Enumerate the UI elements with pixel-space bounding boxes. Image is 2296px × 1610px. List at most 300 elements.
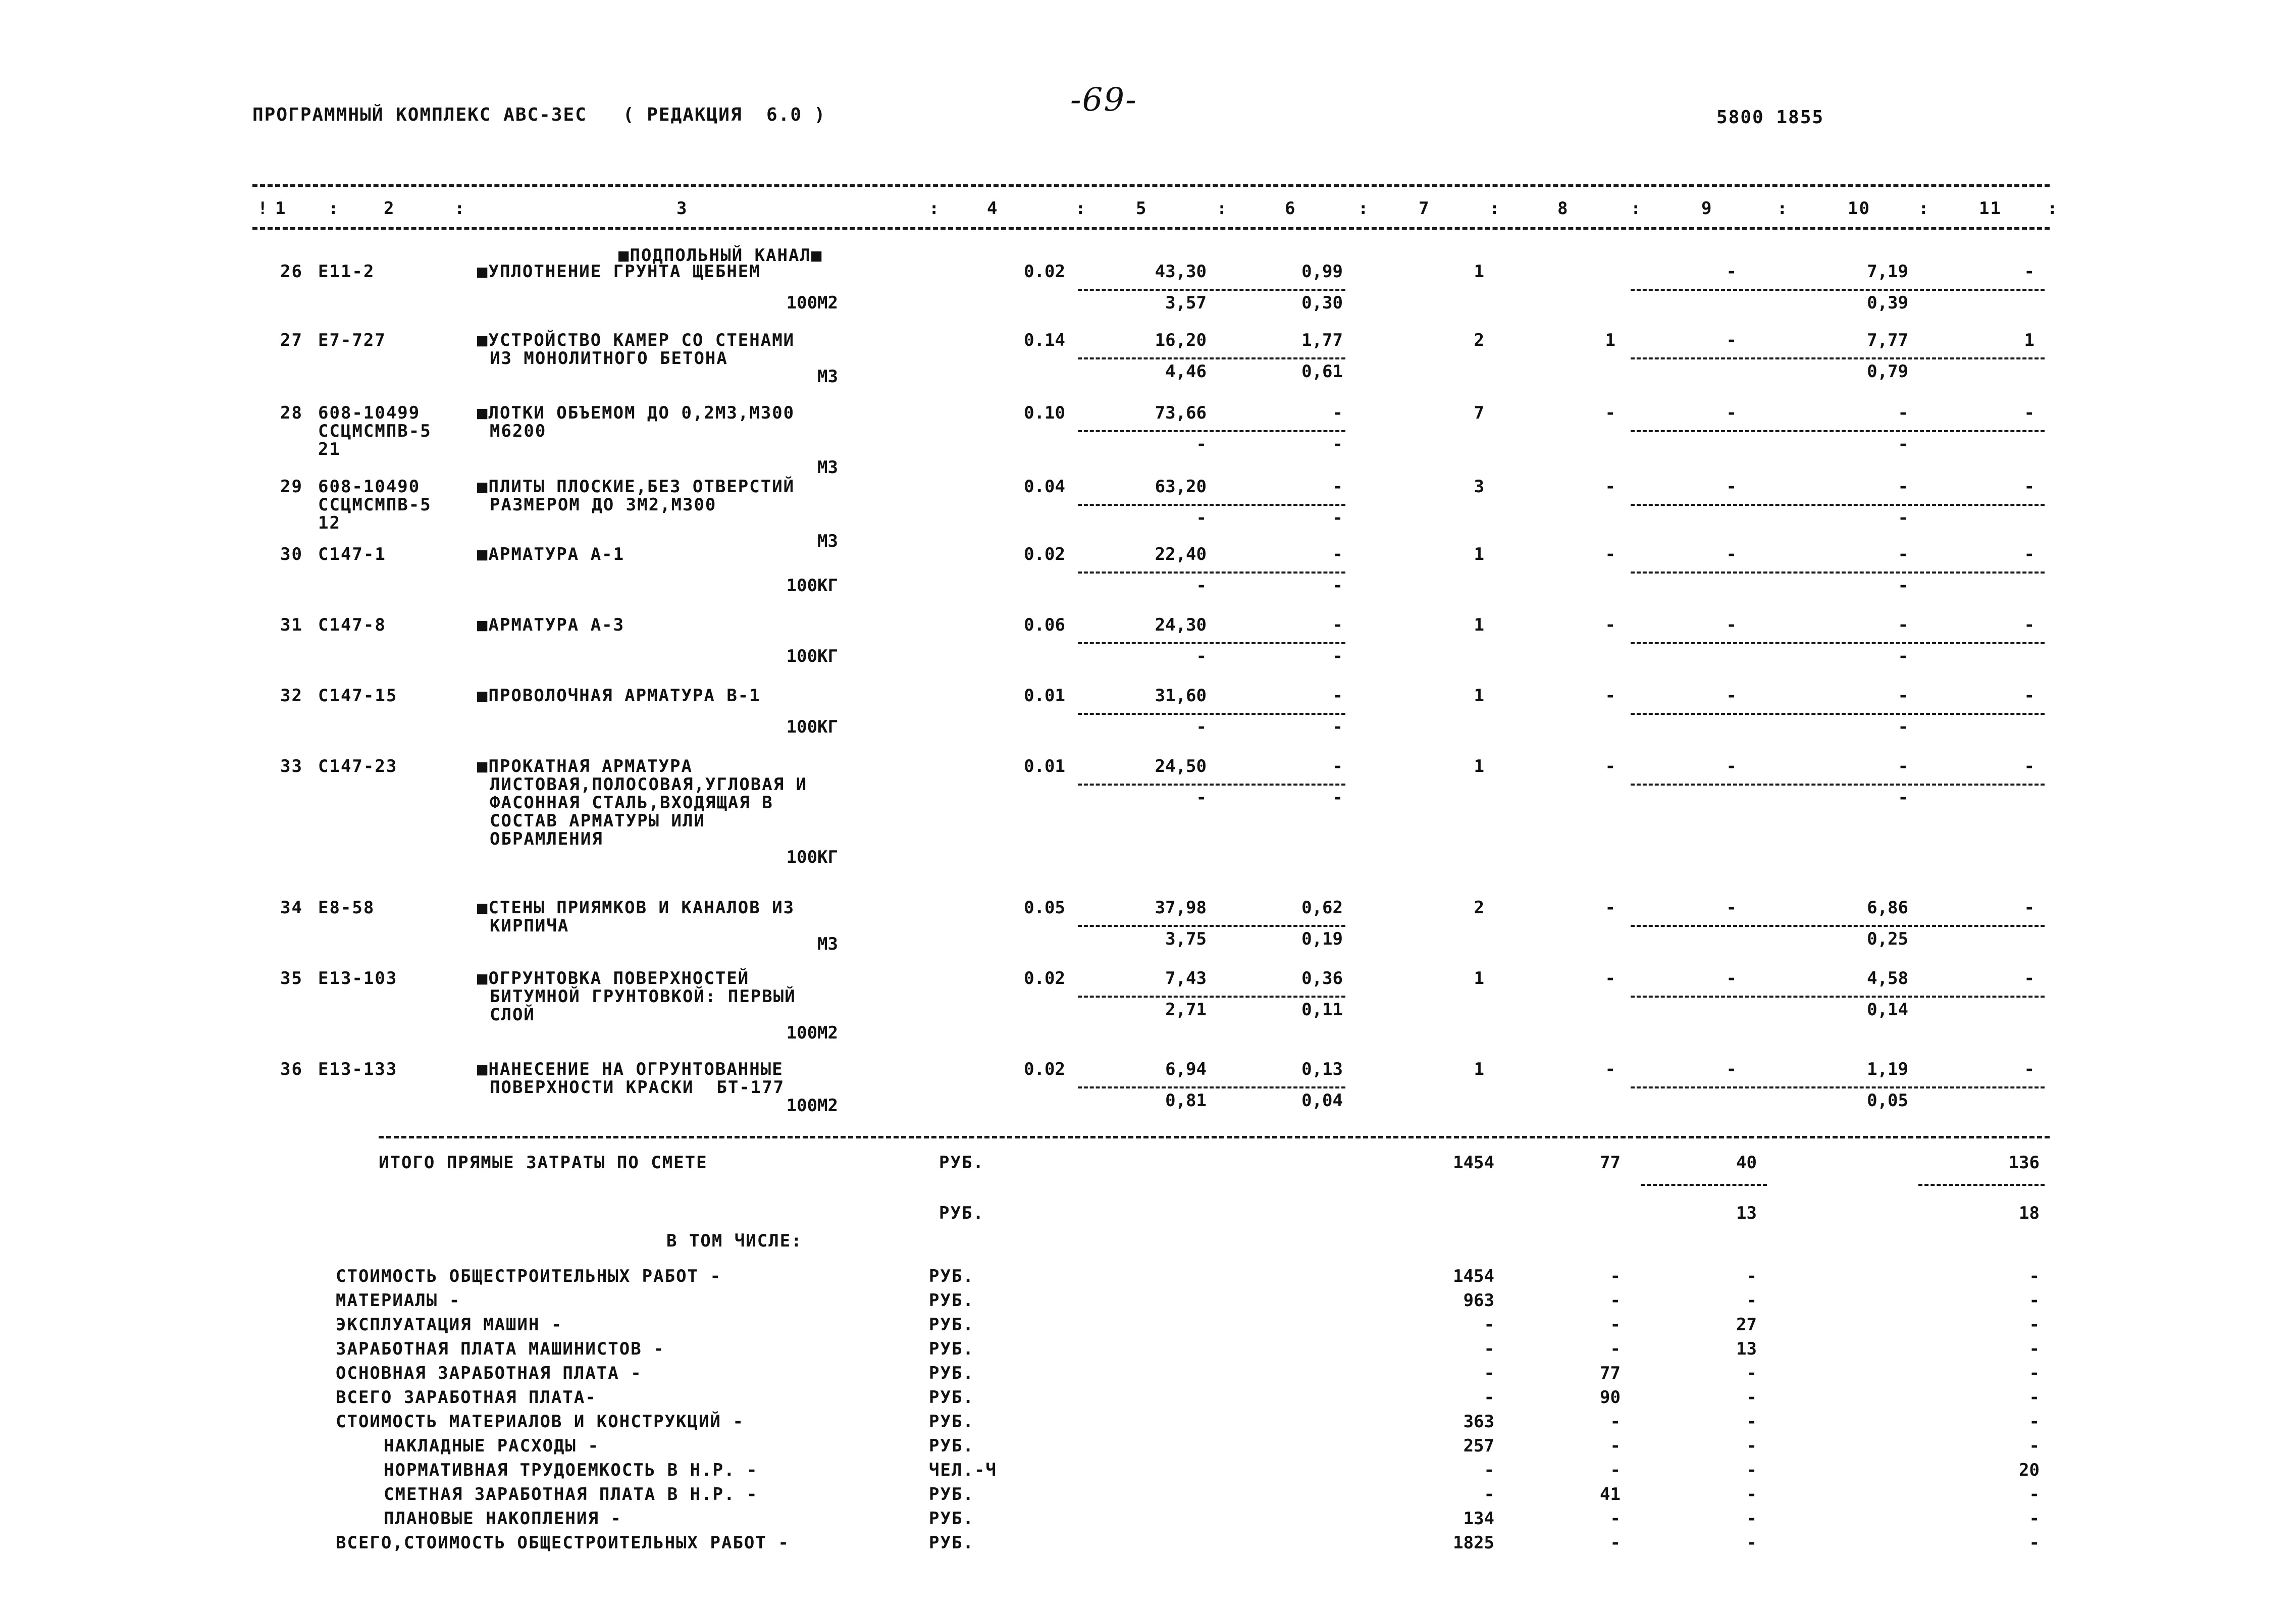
row-col6-sub: - [1332, 434, 1343, 454]
row-description-line: ■АРМАТУРА А-3 [477, 615, 625, 635]
row-col6: - [1332, 615, 1343, 635]
row-col10: - [1898, 756, 1908, 776]
column-header-8: 8 [1557, 198, 1569, 219]
summary-col9: - [1746, 1460, 1757, 1480]
row-number: 33 [280, 756, 303, 776]
totals-col9a: 40 [1736, 1153, 1757, 1173]
summary-col7: - [1484, 1339, 1494, 1359]
totals-col8: 77 [1600, 1153, 1621, 1173]
row-subrule [1078, 1086, 1345, 1088]
summary-col7: 1454 [1453, 1266, 1494, 1286]
row-col5-sub: 3,57 [1165, 293, 1207, 313]
section-title: ■ПОДПОЛЬНЫЙ КАНАЛ■ [618, 245, 823, 266]
row-col9: - [1726, 615, 1737, 635]
row-unit: 100М2 [786, 1096, 838, 1116]
row-col10-sub: 0,39 [1867, 293, 1908, 313]
column-header-7: 7 [1419, 198, 1430, 219]
row-description-line: ИЗ МОНОЛИТНОГО БЕТОНА [490, 348, 728, 369]
column-header-1: 1 [275, 198, 287, 219]
summary-col8: - [1610, 1436, 1621, 1456]
row-col6: 1,77 [1301, 330, 1343, 350]
row-code: 608-10490 [318, 477, 421, 497]
summary-col8: - [1610, 1290, 1621, 1311]
row-col10: - [1898, 477, 1908, 497]
row-subrule [1078, 572, 1345, 574]
row-col10: - [1898, 686, 1908, 706]
row-col8: 1 [1605, 330, 1615, 350]
row-subrule-right [1631, 289, 2045, 291]
row-col5-sub: 0,81 [1165, 1090, 1207, 1111]
row-col11: - [2024, 403, 2034, 423]
row-col10: - [1898, 403, 1908, 423]
row-col9: - [1726, 968, 1737, 989]
row-col8: - [1605, 756, 1615, 776]
row-col9: - [1726, 544, 1737, 564]
row-code: Е11-2 [318, 262, 375, 282]
summary-label: ЗАРАБОТНАЯ ПЛАТА МАШИНИСТОВ - [336, 1339, 665, 1359]
row-col6: 0,36 [1301, 968, 1343, 989]
column-separator: : [1489, 198, 1501, 219]
summary-col8: 77 [1600, 1363, 1621, 1383]
row-unit: 100М2 [786, 1023, 838, 1043]
row-col6: 0,13 [1301, 1059, 1343, 1079]
summary-col7: 363 [1463, 1412, 1494, 1432]
summary-unit: РУБ. [929, 1509, 974, 1529]
row-col5: 24,50 [1155, 756, 1207, 776]
row-subrule [1078, 504, 1345, 506]
row-code: С147-1 [318, 544, 386, 564]
summary-col11: - [2029, 1436, 2040, 1456]
row-col9: - [1726, 330, 1737, 350]
summary-col7: - [1484, 1363, 1494, 1383]
row-col10-sub: - [1898, 576, 1908, 596]
row-col6-sub: - [1332, 717, 1343, 737]
row-col5-sub: 4,46 [1165, 361, 1207, 382]
row-col10: 4,58 [1867, 968, 1908, 989]
row-subrule-right [1631, 504, 2045, 506]
row-col11: - [2024, 1059, 2034, 1079]
row-col5-sub: 2,71 [1165, 1000, 1207, 1020]
row-description-line: М6200 [490, 421, 547, 441]
row-col5: 37,98 [1155, 898, 1207, 918]
row-number: 31 [280, 615, 303, 635]
column-separator: : [328, 198, 340, 219]
row-col6-sub: - [1332, 576, 1343, 596]
summary-col7: 963 [1463, 1290, 1494, 1311]
row-col11: - [2024, 615, 2034, 635]
row-col6-sub: 0,19 [1301, 929, 1343, 949]
row-unit: 100М2 [786, 293, 838, 313]
summary-col11: - [2029, 1315, 2040, 1335]
totals-unit-1: РУБ. [939, 1153, 984, 1173]
row-code: С147-15 [318, 686, 398, 706]
column-separator: : [2047, 198, 2059, 219]
row-col11: - [2024, 968, 2034, 989]
row-col6-sub: - [1332, 508, 1343, 528]
row-subrule-right [1631, 430, 2045, 432]
row-subrule [1078, 289, 1345, 291]
header-top-rule [252, 184, 2050, 187]
summary-col11: - [2029, 1266, 2040, 1286]
row-col10-sub: - [1898, 717, 1908, 737]
row-col7: 3 [1474, 477, 1484, 497]
summary-unit: РУБ. [929, 1533, 974, 1553]
summary-unit: РУБ. [929, 1436, 974, 1456]
row-description-line: ■ПЛИТЫ ПЛОСКИЕ,БЕЗ ОТВЕРСТИЙ [477, 477, 795, 497]
row-subrule [1078, 357, 1345, 359]
summary-unit: РУБ. [929, 1339, 974, 1359]
row-col7: 1 [1474, 1059, 1484, 1079]
row-col5-sub: - [1196, 717, 1207, 737]
summary-label: СТОИМОСТЬ МАТЕРИАЛОВ И КОНСТРУКЦИЙ - [336, 1412, 744, 1432]
row-subrule-right [1631, 996, 2045, 998]
row-col7: 1 [1474, 968, 1484, 989]
row-col11: - [2024, 756, 2034, 776]
column-header-9: 9 [1701, 198, 1713, 219]
row-col10-sub: 0,25 [1867, 929, 1908, 949]
row-col10-sub: 0,79 [1867, 361, 1908, 382]
row-col6: - [1332, 477, 1343, 497]
row-col9: - [1726, 898, 1737, 918]
row-description-line: ■ПРОКАТНАЯ АРМАТУРА [477, 756, 693, 776]
row-col6-sub: 0,11 [1301, 1000, 1343, 1020]
row-number: 36 [280, 1059, 303, 1079]
summary-col8: - [1610, 1460, 1621, 1480]
row-col5: 22,40 [1155, 544, 1207, 564]
row-subrule [1078, 430, 1345, 432]
row-code-line3: 12 [318, 513, 341, 533]
totals-col11-rule [1918, 1184, 2045, 1186]
summary-col9: - [1746, 1387, 1757, 1408]
summary-col8: 41 [1600, 1484, 1621, 1504]
row-col9: - [1726, 262, 1737, 282]
row-col5: 31,60 [1155, 686, 1207, 706]
row-subrule-right [1631, 925, 2045, 927]
row-number: 34 [280, 898, 303, 918]
row-number: 27 [280, 330, 303, 350]
summary-col11: - [2029, 1484, 2040, 1504]
totals-top-rule [379, 1136, 2050, 1138]
summary-label: НАКЛАДНЫЕ РАСХОДЫ - [384, 1436, 599, 1456]
row-col4: 0.05 [1024, 898, 1065, 918]
row-col5: 63,20 [1155, 477, 1207, 497]
column-header-6: 6 [1285, 198, 1296, 219]
row-col5: 43,30 [1155, 262, 1207, 282]
row-subrule-right [1631, 572, 2045, 574]
totals-col7: 1454 [1453, 1153, 1494, 1173]
row-col6-sub: 0,61 [1301, 361, 1343, 382]
row-unit: М3 [817, 367, 838, 387]
row-col10-sub: 0,14 [1867, 1000, 1908, 1020]
totals-label: ИТОГО ПРЯМЫЕ ЗАТРАТЫ ПО СМЕТЕ [379, 1153, 708, 1173]
row-code: Е7-727 [318, 330, 386, 350]
summary-label: НОРМАТИВНАЯ ТРУДОЕМКОСТЬ В Н.Р. - [384, 1460, 758, 1480]
summary-col9: - [1746, 1509, 1757, 1529]
row-col8: - [1605, 898, 1615, 918]
row-col10-sub: - [1898, 434, 1908, 454]
column-header-2: 2 [384, 198, 395, 219]
summary-label: ОСНОВНАЯ ЗАРАБОТНАЯ ПЛАТА - [336, 1363, 642, 1383]
row-col5: 24,30 [1155, 615, 1207, 635]
column-separator: : [1918, 198, 1930, 219]
summary-col7: 257 [1463, 1436, 1494, 1456]
row-subrule-right [1631, 642, 2045, 644]
summary-col8: - [1610, 1533, 1621, 1553]
summary-col11: - [2029, 1363, 2040, 1383]
row-code: 608-10499 [318, 403, 421, 423]
row-description-line: ■СТЕНЫ ПРИЯМКОВ И КАНАЛОВ ИЗ [477, 898, 795, 918]
row-col8: - [1605, 544, 1615, 564]
row-col6-sub: 0,04 [1301, 1090, 1343, 1111]
row-code-line2: ССЦМСМПВ-5 [318, 495, 432, 515]
row-col7: 1 [1474, 544, 1484, 564]
row-description-line: ■УПЛОТНЕНИЕ ГРУНТА ЩЕБНЕМ [477, 262, 761, 282]
summary-col7: - [1484, 1315, 1494, 1335]
row-col6: 0,99 [1301, 262, 1343, 282]
row-col10: 6,86 [1867, 898, 1908, 918]
summary-unit: РУБ. [929, 1412, 974, 1432]
column-separator: : [454, 198, 466, 219]
row-col5: 6,94 [1165, 1059, 1207, 1079]
row-description-line: РАЗМЕРОМ ДО 3М2,М300 [490, 495, 717, 515]
row-col6-sub: - [1332, 788, 1343, 808]
program-header: ПРОГРАММНЫЙ КОМПЛЕКС АВС-3ЕС ( РЕДАКЦИЯ 6.0 ) [252, 105, 826, 125]
row-number: 29 [280, 477, 303, 497]
summary-unit: РУБ. [929, 1266, 974, 1286]
row-description-line: КИРПИЧА [490, 916, 569, 936]
row-subrule-right [1631, 1086, 2045, 1088]
row-description-line: ОБРАМЛЕНИЯ [490, 829, 603, 849]
row-col6: - [1332, 686, 1343, 706]
row-description-line: ■АРМАТУРА А-1 [477, 544, 625, 564]
row-col11: - [2024, 898, 2034, 918]
row-col9: - [1726, 756, 1737, 776]
summary-col7: 134 [1463, 1509, 1494, 1529]
summary-col9: 13 [1736, 1339, 1757, 1359]
including-label: В ТОМ ЧИСЛЕ: [666, 1231, 803, 1251]
summary-col11: - [2029, 1533, 2040, 1553]
row-col4: 0.01 [1024, 686, 1065, 706]
page-number: -69- [1070, 81, 1137, 119]
row-col8: - [1605, 1059, 1615, 1079]
summary-col8: - [1610, 1412, 1621, 1432]
summary-col9: - [1746, 1436, 1757, 1456]
row-col7: 1 [1474, 756, 1484, 776]
row-col11: - [2024, 262, 2034, 282]
row-code-line3: 21 [318, 439, 341, 459]
row-description-line: ПОВЕРХНОСТИ КРАСКИ БТ-177 [490, 1077, 785, 1098]
column-separator: : [1777, 198, 1789, 219]
summary-unit: РУБ. [929, 1363, 974, 1383]
row-description-line: ■ПРОВОЛОЧНАЯ АРМАТУРА В-1 [477, 686, 761, 706]
column-separator: : [1358, 198, 1370, 219]
row-col7: 1 [1474, 686, 1484, 706]
row-col4: 0.02 [1024, 544, 1065, 564]
summary-unit: РУБ. [929, 1315, 974, 1335]
row-subrule [1078, 996, 1345, 998]
summary-label: ПЛАНОВЫЕ НАКОПЛЕНИЯ - [384, 1509, 622, 1529]
row-number: 32 [280, 686, 303, 706]
column-header-11: 11 [1979, 198, 2002, 219]
summary-col9: - [1746, 1290, 1757, 1311]
column-header-4: 4 [987, 198, 999, 219]
row-col10-sub: - [1898, 646, 1908, 666]
row-col11: - [2024, 477, 2034, 497]
row-col5: 16,20 [1155, 330, 1207, 350]
row-col7: 1 [1474, 262, 1484, 282]
row-unit: М3 [817, 531, 838, 551]
row-col10-sub: - [1898, 508, 1908, 528]
summary-label: ВСЕГО,СТОИМОСТЬ ОБЩЕСТРОИТЕЛЬНЫХ РАБОТ - [336, 1533, 790, 1553]
row-description-line: СЛОЙ [490, 1005, 535, 1025]
summary-col7: - [1484, 1460, 1494, 1480]
column-separator: ! [257, 198, 269, 219]
row-col5-sub: 3,75 [1165, 929, 1207, 949]
summary-col8: - [1610, 1266, 1621, 1286]
column-header-5: 5 [1136, 198, 1147, 219]
row-description-line: ■ОГРУНТОВКА ПОВЕРХНОСТЕЙ [477, 968, 750, 989]
summary-col11: 20 [2019, 1460, 2040, 1480]
row-col6: - [1332, 544, 1343, 564]
row-description-line: ЛИСТОВАЯ,ПОЛОСОВАЯ,УГЛОВАЯ И [490, 774, 808, 795]
row-col11: - [2024, 544, 2034, 564]
row-col8: - [1605, 968, 1615, 989]
summary-col7: 1825 [1453, 1533, 1494, 1553]
summary-col9: - [1746, 1533, 1757, 1553]
summary-col7: - [1484, 1387, 1494, 1408]
column-separator: : [1217, 198, 1228, 219]
row-col5-sub: - [1196, 788, 1207, 808]
row-col6: 0,62 [1301, 898, 1343, 918]
summary-col9: 27 [1736, 1315, 1757, 1335]
summary-col9: - [1746, 1363, 1757, 1383]
column-separator: : [929, 198, 941, 219]
row-col6: - [1332, 403, 1343, 423]
row-col10: 7,19 [1867, 262, 1908, 282]
totals-col9b: 13 [1736, 1203, 1757, 1223]
row-col4: 0.02 [1024, 262, 1065, 282]
row-col9: - [1726, 477, 1737, 497]
row-col7: 2 [1474, 330, 1484, 350]
summary-unit: РУБ. [929, 1387, 974, 1408]
row-col5-sub: - [1196, 508, 1207, 528]
row-col11: 1 [2024, 330, 2034, 350]
row-unit: 100КГ [786, 576, 838, 596]
row-number: 35 [280, 968, 303, 989]
row-subrule [1078, 784, 1345, 786]
row-subrule-right [1631, 357, 2045, 359]
summary-col7: - [1484, 1484, 1494, 1504]
row-description-line: СОСТАВ АРМАТУРЫ ИЛИ [490, 811, 705, 831]
row-col6-sub: 0,30 [1301, 293, 1343, 313]
row-col5-sub: - [1196, 434, 1207, 454]
row-code: Е13-133 [318, 1059, 398, 1079]
row-description-line: ■НАНЕСЕНИЕ НА ОГРУНТОВАННЫЕ [477, 1059, 784, 1079]
column-separator: : [1075, 198, 1087, 219]
summary-col11: - [2029, 1339, 2040, 1359]
column-header-10: 10 [1848, 198, 1870, 219]
row-subrule-right [1631, 713, 2045, 715]
row-col6-sub: - [1332, 646, 1343, 666]
row-col8: - [1605, 615, 1615, 635]
row-description-line: ■УСТРОЙСТВО КАМЕР СО СТЕНАМИ [477, 330, 795, 350]
summary-label: СТОИМОСТЬ ОБЩЕСТРОИТЕЛЬНЫХ РАБОТ - [336, 1266, 721, 1286]
row-col8: - [1605, 686, 1615, 706]
totals-unit-2: РУБ. [939, 1203, 984, 1223]
summary-unit: РУБ. [929, 1484, 974, 1504]
row-col4: 0.01 [1024, 756, 1065, 776]
column-header-3: 3 [676, 198, 688, 219]
row-col10-sub: 0,05 [1867, 1090, 1908, 1111]
row-subrule [1078, 642, 1345, 644]
totals-col11a: 136 [2008, 1153, 2040, 1173]
row-description-line: ■ЛОТКИ ОБЪЕМОМ ДО 0,2М3,М300 [477, 403, 795, 423]
row-number: 30 [280, 544, 303, 564]
summary-col11: - [2029, 1412, 2040, 1432]
row-code-line2: ССЦМСМПВ-5 [318, 421, 432, 441]
summary-col8: - [1610, 1509, 1621, 1529]
row-col7: 1 [1474, 615, 1484, 635]
totals-col11b: 18 [2019, 1203, 2040, 1223]
row-unit: 100КГ [786, 646, 838, 666]
summary-col8: 90 [1600, 1387, 1621, 1408]
summary-unit: ЧЕЛ.-Ч [929, 1460, 997, 1480]
summary-label: ВСЕГО ЗАРАБОТНАЯ ПЛАТА- [336, 1387, 597, 1408]
row-col8: - [1605, 403, 1615, 423]
row-col5-sub: - [1196, 576, 1207, 596]
row-col5-sub: - [1196, 646, 1207, 666]
row-unit: М3 [817, 457, 838, 478]
summary-col8: - [1610, 1339, 1621, 1359]
row-col4: 0.06 [1024, 615, 1065, 635]
row-subrule [1078, 713, 1345, 715]
summary-label: ЭКСПЛУАТАЦИЯ МАШИН - [336, 1315, 563, 1335]
summary-col8: - [1610, 1315, 1621, 1335]
header-bottom-rule [252, 227, 2050, 230]
row-col5: 7,43 [1165, 968, 1207, 989]
row-col7: 2 [1474, 898, 1484, 918]
row-code: Е13-103 [318, 968, 398, 989]
summary-col9: - [1746, 1484, 1757, 1504]
summary-unit: РУБ. [929, 1290, 974, 1311]
row-code: Е8-58 [318, 898, 375, 918]
row-col6: - [1332, 756, 1343, 776]
row-col5: 73,66 [1155, 403, 1207, 423]
row-col9: - [1726, 686, 1737, 706]
totals-col9-rule [1641, 1184, 1767, 1186]
row-col4: 0.02 [1024, 1059, 1065, 1079]
row-col10: - [1898, 544, 1908, 564]
row-col10: 1,19 [1867, 1059, 1908, 1079]
row-code: С147-23 [318, 756, 398, 776]
row-description-line: БИТУМНОЙ ГРУНТОВКОЙ: ПЕРВЫЙ [490, 986, 796, 1007]
row-col9: - [1726, 1059, 1737, 1079]
row-col10-sub: - [1898, 788, 1908, 808]
row-col7: 7 [1474, 403, 1484, 423]
summary-col11: - [2029, 1509, 2040, 1529]
row-col9: - [1726, 403, 1737, 423]
row-number: 28 [280, 403, 303, 423]
row-col10: - [1898, 615, 1908, 635]
summary-label: СМЕТНАЯ ЗАРАБОТНАЯ ПЛАТА В Н.Р. - [384, 1484, 758, 1504]
summary-col9: - [1746, 1412, 1757, 1432]
document-code: 5800 1855 [1716, 107, 1824, 128]
row-col10: 7,77 [1867, 330, 1908, 350]
row-unit: 100КГ [786, 847, 838, 867]
row-col11: - [2024, 686, 2034, 706]
row-col4: 0.04 [1024, 477, 1065, 497]
row-subrule [1078, 925, 1345, 927]
